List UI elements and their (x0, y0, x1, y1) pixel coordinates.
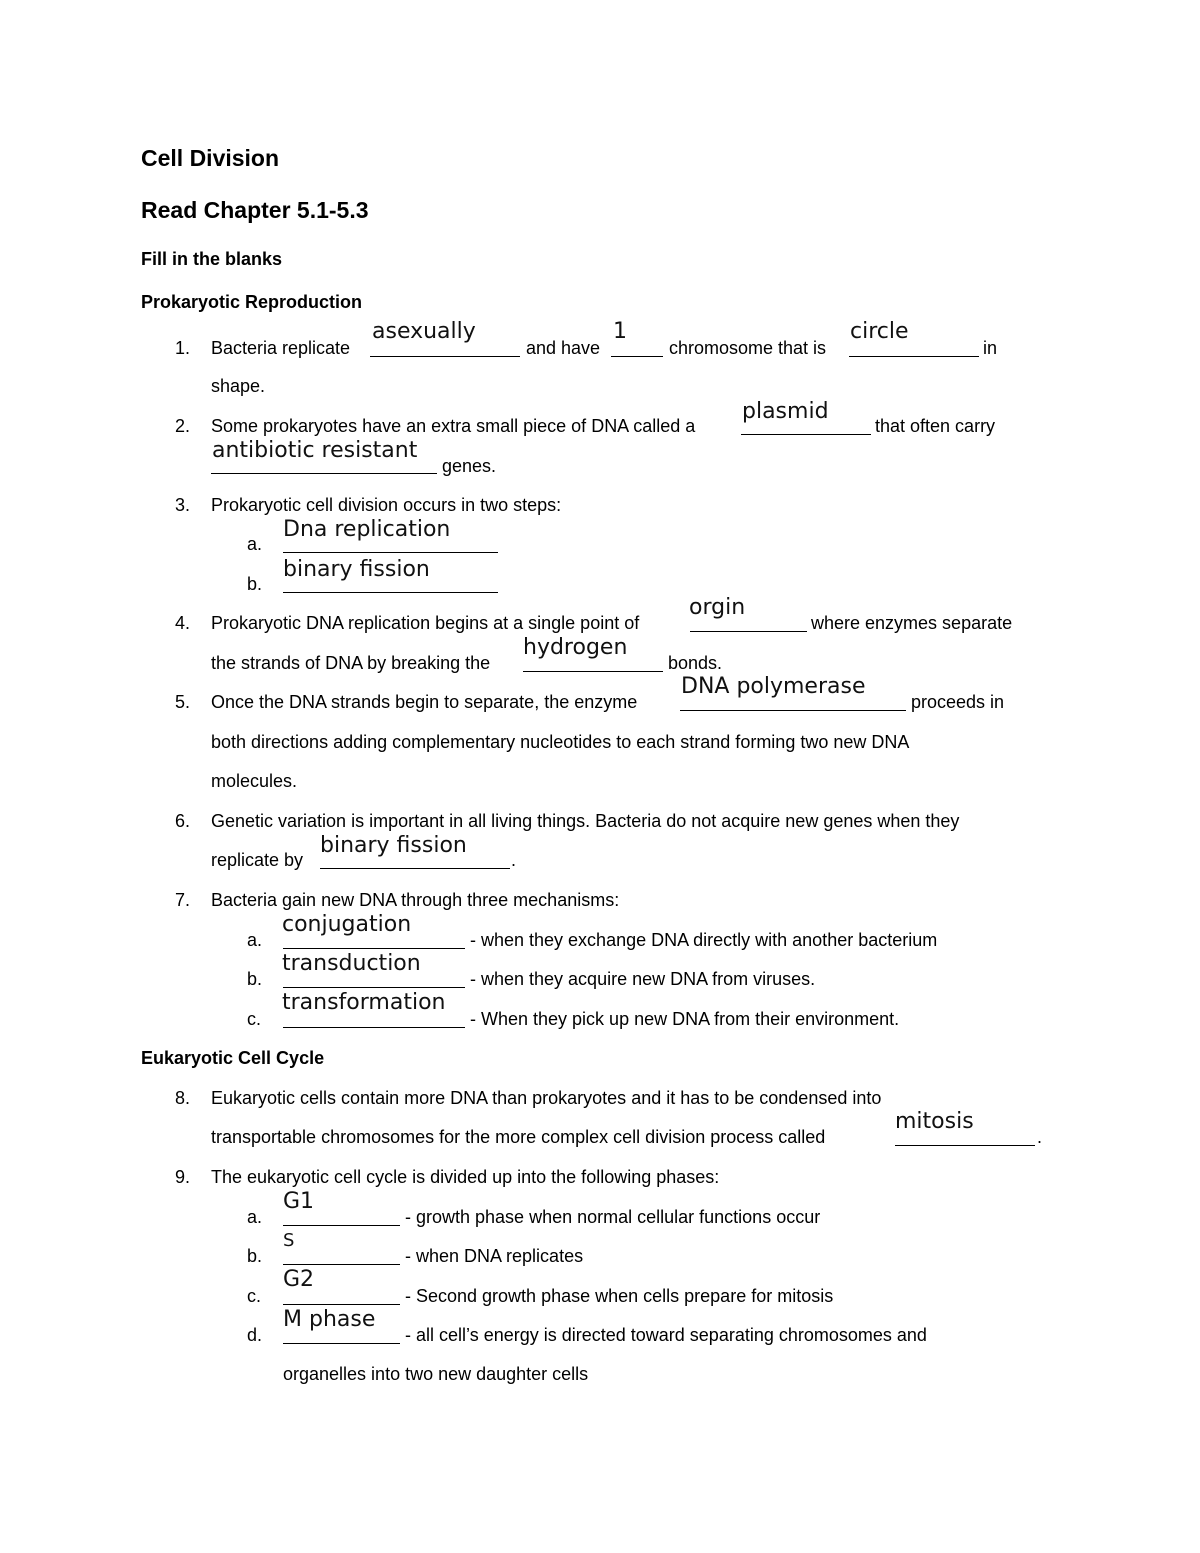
question-text: - all cell’s energy is directed toward separating chromosomes and (405, 1325, 927, 1345)
question-text: The eukaryotic cell cycle is divided up into the following phases: (211, 1167, 720, 1187)
chapter-heading: Read Chapter 5.1-5.3 (141, 197, 369, 223)
answer-blank[interactable] (283, 1304, 400, 1305)
answer-blank[interactable] (211, 473, 437, 474)
question-text: Eukaryotic cells contain more DNA than prokaryotes and it has to be condensed into (211, 1088, 882, 1108)
question-text: Prokaryotic cell division occurs in two steps: (211, 495, 562, 515)
question-text: - Second growth phase when cells prepare for mitosis (405, 1286, 834, 1306)
question-text: Bacteria gain new DNA through three mechanisms: (211, 890, 620, 910)
sub-item-marker: d. (247, 1325, 263, 1345)
question-text: replicate by (211, 850, 304, 870)
question-text: - When they pick up new DNA from their environment. (470, 1009, 900, 1029)
question-text: where enzymes separate (811, 613, 1013, 633)
handwritten-answer: transformation (282, 990, 446, 1015)
answer-blank[interactable] (741, 434, 871, 435)
sub-item-marker: c. (247, 1009, 262, 1029)
handwritten-answer: G2 (283, 1267, 315, 1292)
sub-item-marker: a. (247, 1207, 263, 1227)
question-number: 1. (175, 338, 191, 358)
handwritten-answer: mitosis (895, 1109, 974, 1134)
question-number: 9. (175, 1167, 191, 1187)
handwritten-answer: antibiotic resistant (212, 438, 418, 463)
answer-blank[interactable] (320, 868, 510, 869)
handwritten-answer: circle (850, 319, 909, 344)
handwritten-answer: M phase (283, 1307, 376, 1332)
question-text: shape. (211, 376, 266, 396)
question-text: chromosome that is (669, 338, 827, 358)
handwritten-answer: G1 (283, 1189, 315, 1214)
question-text: and have (526, 338, 601, 358)
question-text: bonds. (668, 653, 723, 673)
sub-item-marker: b. (247, 574, 263, 594)
sub-item-marker: b. (247, 969, 263, 989)
question-text: Bacteria replicate (211, 338, 351, 358)
answer-blank[interactable] (680, 710, 906, 711)
handwritten-answer: hydrogen (523, 635, 628, 660)
handwritten-answer: binary fission (283, 557, 430, 582)
answer-blank[interactable] (283, 1343, 400, 1344)
question-text: both directions adding complementary nucleotides to each strand forming two new DNA (211, 732, 910, 752)
question-number: 4. (175, 613, 191, 633)
answer-blank[interactable] (895, 1145, 1035, 1146)
answer-blank[interactable] (283, 1264, 400, 1265)
question-text: in (983, 338, 998, 358)
answer-blank[interactable] (523, 671, 663, 672)
question-text: genes. (442, 456, 497, 476)
answer-blank[interactable] (283, 592, 498, 593)
sub-item-marker: b. (247, 1246, 263, 1266)
handwritten-answer: transduction (282, 951, 421, 976)
handwritten-answer: conjugation (282, 912, 412, 937)
answer-blank[interactable] (849, 356, 979, 357)
question-text: . (511, 850, 517, 870)
section-heading-eukaryotic: Eukaryotic Cell Cycle (141, 1048, 325, 1068)
handwritten-answer: orgin (689, 595, 746, 620)
sub-item-marker: a. (247, 930, 263, 950)
question-text: - when they acquire new DNA from viruses. (470, 969, 816, 989)
sub-item-marker: c. (247, 1286, 262, 1306)
question-text: that often carry (875, 416, 996, 436)
handwritten-answer: 1 (613, 319, 627, 344)
question-text: proceeds in (911, 692, 1005, 712)
instructions-heading: Fill in the blanks (141, 249, 283, 269)
question-number: 5. (175, 692, 191, 712)
question-number: 6. (175, 811, 191, 831)
answer-blank[interactable] (690, 631, 807, 632)
sub-item-marker: a. (247, 534, 263, 554)
question-number: 2. (175, 416, 191, 436)
question-text: Prokaryotic DNA replication begins at a single point of (211, 613, 640, 633)
question-text: transportable chromosomes for the more complex cell division process called (211, 1127, 826, 1147)
answer-blank[interactable] (283, 987, 465, 988)
question-number: 3. (175, 495, 191, 515)
question-text: molecules. (211, 771, 298, 791)
question-number: 8. (175, 1088, 191, 1108)
handwritten-answer: DNA polymerase (681, 674, 866, 699)
handwritten-answer: Dna replication (283, 517, 451, 542)
question-text: Some prokaryotes have an extra small piece of DNA called a (211, 416, 696, 436)
question-text: - growth phase when normal cellular functions occur (405, 1207, 821, 1227)
question-number: 7. (175, 890, 191, 910)
answer-blank[interactable] (283, 948, 465, 949)
question-text: . (1037, 1127, 1043, 1147)
handwritten-answer: S (283, 1230, 295, 1251)
answer-blank[interactable] (370, 356, 520, 357)
question-text: - when DNA replicates (405, 1246, 584, 1266)
question-text: organelles into two new daughter cells (283, 1364, 589, 1384)
question-text: Once the DNA strands begin to separate, the enzyme (211, 692, 638, 712)
handwritten-answer: asexually (372, 319, 476, 344)
answer-blank[interactable] (283, 1225, 400, 1226)
question-text: - when they exchange DNA directly with another bacterium (470, 930, 938, 950)
handwritten-answer: binary fission (320, 833, 467, 858)
section-heading-prokaryotic: Prokaryotic Reproduction (141, 292, 363, 312)
answer-blank[interactable] (283, 552, 498, 553)
question-text: the strands of DNA by breaking the (211, 653, 491, 673)
page-title: Cell Division (141, 145, 280, 171)
handwritten-answer: plasmid (742, 399, 829, 424)
question-text: Genetic variation is important in all living things. Bacteria do not acquire new genes when they (211, 811, 960, 831)
answer-blank[interactable] (611, 356, 663, 357)
answer-blank[interactable] (283, 1027, 465, 1028)
